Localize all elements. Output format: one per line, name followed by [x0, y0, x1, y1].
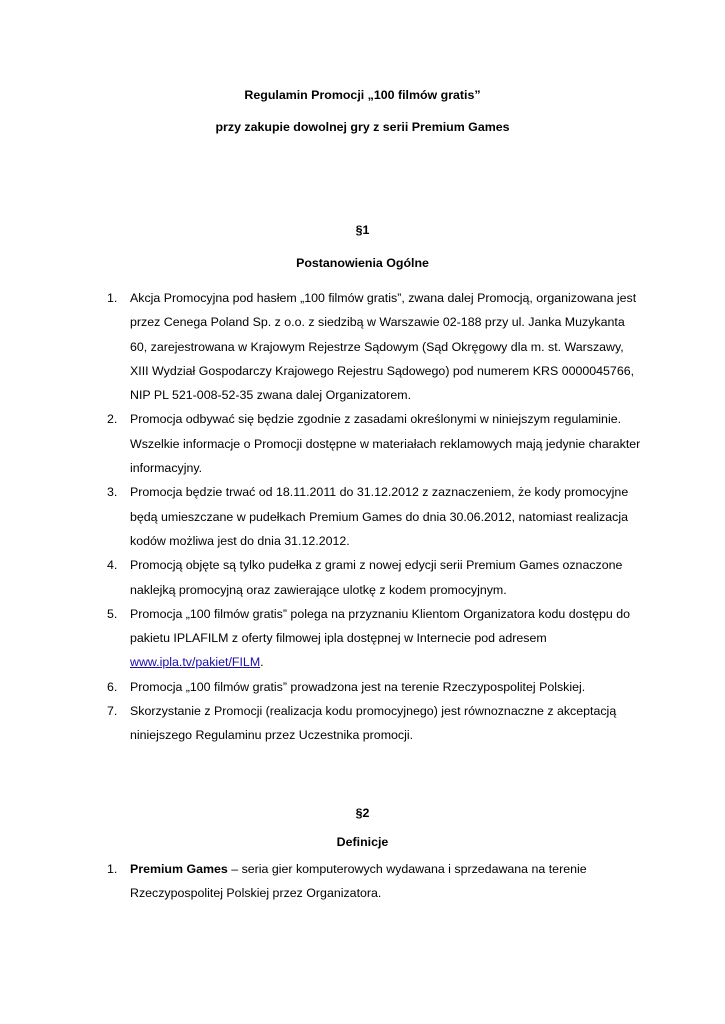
document-subtitle: przy zakupie dowolnej gry z serii Premium Games	[215, 120, 510, 134]
section-2-number: §2	[355, 806, 370, 820]
list-item-text: Promocja odbywać się będzie zgodnie z zasadami określonymi w niniejszym regulaminie. Wszelkie informacje o Promocji dostępne w materiałach reklamowych mają jedynie charakter informacyjny.	[130, 412, 641, 476]
list-item	[107, 553, 642, 602]
list-item	[107, 286, 642, 407]
list-item-text: Promocja „100 filmów gratis” polega na przyznaniu Klientom Organizatora kodu dostępu do pakietu IPLAFILM z oferty filmowej ipla dostępnej w Internecie pod adresem	[130, 606, 631, 646]
list-item-text: Skorzystanie z Promocji (realizacja kodu promocyjnego) jest równoznaczne z akceptacją niniejszego Regulaminu przez Uczestnika promocji.	[130, 704, 617, 743]
section-1-heading: Postanowienia Ogólne	[296, 256, 429, 270]
list-item-number: 6.	[107, 679, 118, 694]
list-item-number: 2.	[107, 412, 118, 427]
list-item	[107, 480, 642, 553]
list-item-text: Akcja Promocyjna pod hasłem „100 filmów gratis”, zwana dalej Promocją, organizowana jest przez Cenega Poland Sp. z o.o. z siedzibą w Warszawie 02-188 przy ul. Janka Muzykanta 60, zarejestrowana w Krajowym Rejestrze Sądowym (Sąd Okręgowy dla m. st. Warszawy, XIII Wydział Gospodarczy Krajowego Rejestru Sądowego) pod numerem KRS 0000045766, NIP PL 521-008-52-35 zwana dalej Organizatorem.	[130, 291, 637, 403]
list-item-number: 1.	[107, 862, 118, 876]
list-item	[107, 675, 642, 699]
list-item-number: 7.	[107, 704, 118, 719]
list-item	[107, 857, 642, 906]
list-item-number: 5.	[107, 606, 118, 621]
list-item-text: Promocją objęte są tylko pudełka z grami z nowej edycji serii Premium Games oznaczone naklejką promocyjną oraz zawierające ulotkę z kodem promocyjnym.	[130, 558, 623, 597]
section-1-number: §1	[355, 223, 370, 237]
list-item-text: Promocja „100 filmów gratis” prowadzona jest na terenie Rzeczypospolitej Polskiej.	[130, 679, 586, 694]
list-item-text-end: .	[260, 655, 264, 670]
list-item-text: Promocja będzie trwać od 18.11.2011 do 31.12.2012 z zaznaczeniem, że kody promocyjne będą umieszczane w pudełkach Premium Games do dnia 30.06.2012, natomiast realizacja kodów możliwa jest do dnia 31.12.2012.	[130, 485, 629, 548]
list-item	[107, 407, 642, 480]
ipla-film-link[interactable]: www.ipla.tv/pakiet/FILM	[130, 655, 261, 670]
section-2-heading: Definicje	[336, 835, 389, 849]
section-1-list	[107, 286, 642, 748]
definition-term: Premium Games	[130, 862, 228, 876]
list-item-number: 4.	[107, 558, 118, 573]
list-item	[107, 699, 642, 748]
list-item	[107, 602, 642, 675]
list-item-number: 3.	[107, 485, 118, 500]
document-title: Regulamin Promocji „100 filmów gratis”	[244, 88, 481, 102]
list-item-number: 1.	[107, 291, 118, 305]
definition-text: – seria gier komputerowych wydawana i sprzedawana na terenie Rzeczypospolitej Polskiej przez Organizatora.	[130, 862, 587, 901]
section-2-list	[107, 857, 642, 906]
